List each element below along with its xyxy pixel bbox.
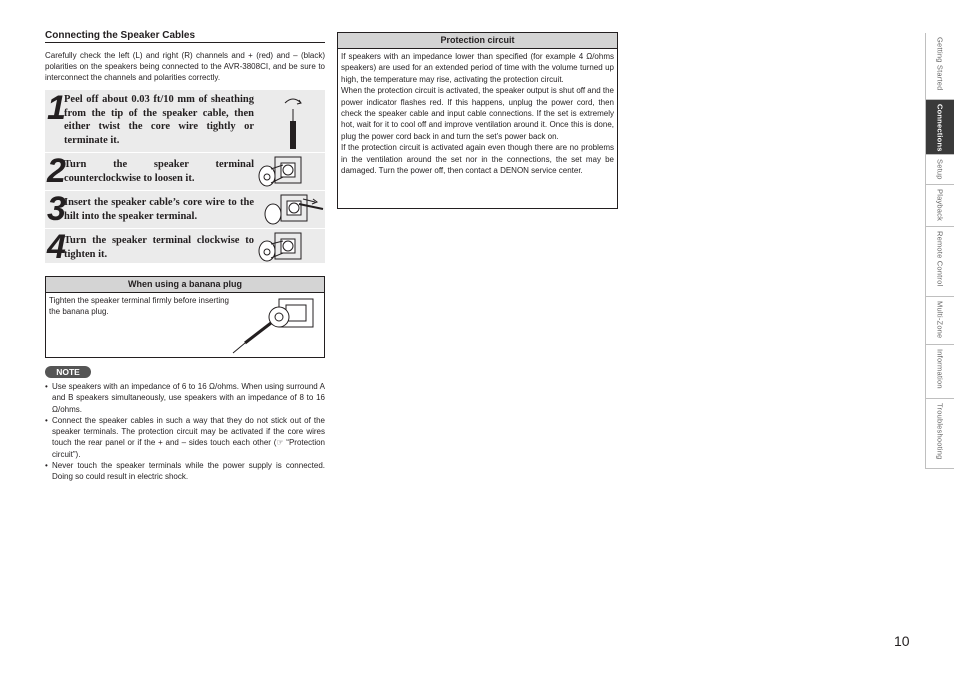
tab-multi-zone[interactable] — [926, 297, 954, 345]
steps-list — [45, 90, 325, 264]
banana-plug-illustration — [231, 295, 321, 355]
step-text: Insert the speaker cable’s core wire to the hilt into the speaker terminal. — [64, 197, 254, 222]
step-3 — [45, 191, 325, 229]
note-item: • Use speakers with an impedance of 6 to 16 Ω/ohms. When using surround A and B speakers simultaneously, use speakers with an impedance of 8 to 16 Ω/ohms. — [45, 382, 325, 414]
tab-setup[interactable] — [926, 155, 954, 185]
cable-strip-illustration — [281, 93, 305, 151]
tab-label: Playback — [935, 189, 945, 222]
step-1 — [45, 90, 325, 153]
section-title: Connecting the Speaker Cables — [45, 30, 325, 43]
step-number: 3 — [47, 190, 66, 228]
protection-circuit-title: Protection circuit — [338, 33, 617, 49]
step-4 — [45, 229, 325, 264]
note-text: Use speakers with an impedance of 6 to 16 Ω/ohms. When using surround A and B speakers simultaneously, use speakers with an impedance of 8 to 16 Ω/ohms. — [52, 382, 325, 414]
tab-information[interactable] — [926, 345, 954, 399]
tab-remote-control[interactable] — [926, 227, 954, 297]
banana-plug-title: When using a banana plug — [46, 277, 324, 293]
note-item: • Never touch the speaker terminals while the power supply is connected. Doing so could result in electric shock. — [45, 461, 325, 482]
insert-wire-illustration — [263, 193, 325, 227]
tab-connections[interactable] — [926, 100, 954, 155]
note-text: Connect the speaker cables in such a way that they do not stick out of the speaker terminals. The protection circuit may be activated if the core wires touch the rear panel or if the + and – sides touch each other (☞ “Protection circuit”). — [52, 415, 325, 459]
step-text: Turn the speaker terminal clockwise to tighten it. — [64, 235, 254, 260]
protection-paragraph: If the protection circuit is activated again even though there are no problems in the ventilation around the set nor in the connections, the set may be damaged. Turn the power off, then contact a DENON service center. — [341, 143, 614, 176]
page-number: 10 — [894, 633, 910, 649]
step-number: 1 — [47, 89, 66, 127]
step-text: Peel off about 0.03 ft/10 mm of sheathing from the tip of the speaker cable, then either twist the core wire tightly or terminate it. — [64, 94, 254, 146]
tab-getting-started[interactable] — [926, 33, 954, 100]
tab-label: Setup — [935, 159, 945, 180]
tab-troubleshooting[interactable] — [926, 399, 954, 469]
note-badge: NOTE — [45, 366, 91, 378]
note-text: Never touch the speaker terminals while the power supply is connected. Doing so could result in electric shock. — [52, 461, 325, 482]
tab-label: Information — [935, 349, 945, 389]
tab-label: Troubleshooting — [935, 403, 945, 460]
terminal-loosen-illustration — [257, 155, 305, 189]
banana-plug-box — [45, 276, 325, 358]
tab-label: Multi-Zone — [935, 301, 945, 339]
protection-paragraph: If speakers with an impedance lower than specified (for example 4 Ω/ohms speakers) are used for an extended period of time with the volume turned up high, the temperature may rise, activating the protection circuit. — [341, 52, 614, 84]
tab-label: Getting Started — [935, 37, 945, 91]
tab-label: Connections — [935, 104, 945, 152]
tab-label: Remote Control — [935, 231, 945, 287]
step-number: 2 — [47, 152, 66, 190]
step-number: 4 — [47, 228, 66, 266]
banana-plug-text: Tighten the speaker terminal firmly before inserting the banana plug. — [49, 296, 229, 316]
tab-playback[interactable] — [926, 185, 954, 227]
note-item: • Connect the speaker cables in such a way that they do not stick out of the speaker terminals. The protection circuit may be activated if the core wires touch the rear panel or if the + and – sides touch each other (☞ “Protection circuit”). — [45, 415, 325, 459]
protection-paragraph: When the protection circuit is activated, the speaker output is shut off and the power indicator flashes red. If this happens, unplug the power cord, then check the speaker cable and input cable connections. If the set is extremely hot, wait for it to cool off and improve ventilation around it. Once this is done, plug the power cord back in and turn the set’s power back on. — [341, 86, 614, 141]
section-intro: Carefully check the left (L) and right (R) channels and + (red) and – (black) polarities on the speakers being connected to the AVR-3808CI, and be sure to interconnect the channels and polarities correctly. — [45, 51, 325, 82]
step-text: Turn the speaker terminal counterclockwise to loosen it. — [64, 159, 254, 184]
chapter-tabs — [925, 33, 954, 469]
step-2 — [45, 153, 325, 191]
protection-circuit-box — [337, 32, 618, 209]
notes-list — [45, 381, 325, 483]
terminal-tighten-illustration — [257, 231, 305, 263]
protection-circuit-body — [338, 49, 617, 176]
